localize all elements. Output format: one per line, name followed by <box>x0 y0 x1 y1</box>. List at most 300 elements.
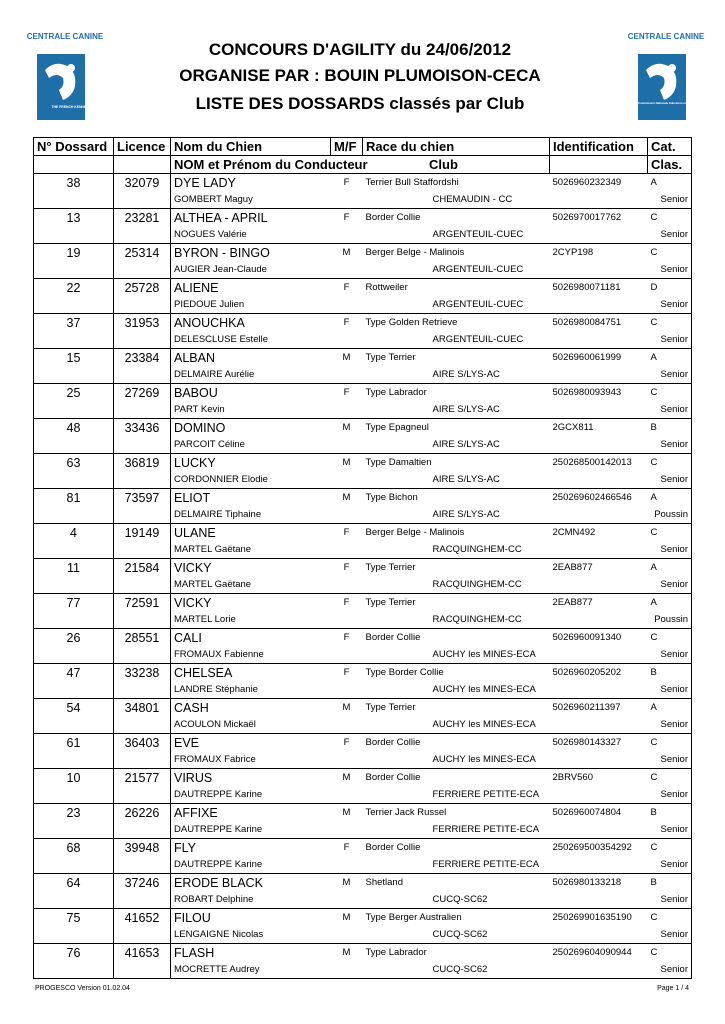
cell-empty <box>34 891 114 909</box>
cell-dossard: 25 <box>34 384 114 402</box>
cell-empty <box>114 436 171 454</box>
cell-conducteur: PIEDOUE Julien <box>174 299 245 310</box>
cell-empty <box>34 226 114 244</box>
cell-identification: 250269500354292 <box>550 839 648 857</box>
cell-licence: 32079 <box>114 174 171 192</box>
cell-empty <box>550 646 648 664</box>
cell-identification: 5026960091340 <box>550 629 648 647</box>
cell-conducteur: DAUTREPPE Karine <box>174 789 263 800</box>
cell-identification: 2EAB877 <box>550 594 648 612</box>
cell-licence: 31953 <box>114 314 171 332</box>
cell-sexe: M <box>331 699 363 717</box>
cell-nom-chien: VICKY <box>171 559 331 577</box>
cell-race: Berger Belge - Malinois <box>363 524 550 542</box>
cell-licence: 28551 <box>114 629 171 647</box>
table-row <box>34 314 692 332</box>
cell-dossard: 10 <box>34 769 114 787</box>
cell-identification: 5026960211397 <box>550 699 648 717</box>
col-header-blank <box>34 156 114 174</box>
cell-licence: 25728 <box>114 279 171 297</box>
cell-empty <box>550 751 648 769</box>
col-header-blank <box>114 156 171 174</box>
cell-empty <box>550 891 648 909</box>
cell-club: ARGENTEUIL-CUEC <box>432 229 524 240</box>
cell-club: AUCHY les MINES-ECA <box>432 719 536 730</box>
cell-empty <box>114 786 171 804</box>
cell-empty <box>550 611 648 629</box>
cell-licence: 37246 <box>114 874 171 892</box>
cell-dossard: 15 <box>34 349 114 367</box>
cell-sexe: F <box>331 734 363 752</box>
cell-sexe: M <box>331 349 363 367</box>
cell-empty <box>114 716 171 734</box>
cell-empty <box>550 961 648 979</box>
cell-race: Border Collie <box>363 769 550 787</box>
table-row-sub <box>34 611 692 629</box>
cell-clas: Senior <box>648 751 692 769</box>
col-header-identification: Identification <box>550 138 648 156</box>
cell-cat: A <box>648 559 692 577</box>
cell-sexe: F <box>331 839 363 857</box>
cell-race: Type Damaltien <box>363 454 550 472</box>
table-row-sub <box>34 821 692 839</box>
cell-empty <box>114 296 171 314</box>
table-row <box>34 839 692 857</box>
cell-identification: 5026960205202 <box>550 664 648 682</box>
cell-nom-chien: ALTHEA - APRIL <box>171 209 331 227</box>
logo-left-caption: THE FRENCH KENNEL CLUB <box>51 105 99 109</box>
cell-club: CUCQ-SC62 <box>432 894 488 905</box>
footer-version: PROGESCO Version 01.02.04 <box>35 985 130 992</box>
cell-dossard: 54 <box>34 699 114 717</box>
cell-nom-chien: BYRON - BINGO <box>171 244 331 262</box>
cell-empty <box>114 646 171 664</box>
cell-dossard: 19 <box>34 244 114 262</box>
cell-nom-chien: DOMINO <box>171 419 331 437</box>
cell-cat: C <box>648 314 692 332</box>
logo-text-top: CENTRALE CANINE <box>26 32 104 41</box>
cell-cat: A <box>648 174 692 192</box>
cell-club: ARGENTEUIL-CUEC <box>432 299 524 310</box>
cell-clas: Poussin <box>648 506 692 524</box>
col-header-clas: Clas. <box>648 156 692 174</box>
cell-dossard: 22 <box>34 279 114 297</box>
cell-sexe: F <box>331 524 363 542</box>
cell-empty <box>550 366 648 384</box>
cell-club: FERRIERE PETITE-ECA <box>432 789 540 800</box>
cell-clas: Senior <box>648 716 692 734</box>
cell-licence: 23281 <box>114 209 171 227</box>
cell-empty <box>114 611 171 629</box>
cell-conducteur: DELESCLUSE Estelle <box>174 334 268 345</box>
cell-race: Type Terrier <box>363 594 550 612</box>
cell-cat: D <box>648 279 692 297</box>
col-header-blank <box>550 156 648 174</box>
cell-clas: Senior <box>648 646 692 664</box>
cell-empty <box>114 191 171 209</box>
cell-dossard: 68 <box>34 839 114 857</box>
cell-sexe: M <box>331 244 363 262</box>
cell-licence: 23384 <box>114 349 171 367</box>
cell-race: Type Terrier <box>363 699 550 717</box>
cell-empty <box>34 331 114 349</box>
cell-dossard: 13 <box>34 209 114 227</box>
cell-nom-chien: LUCKY <box>171 454 331 472</box>
cell-identification: 2CYP198 <box>550 244 648 262</box>
table-row <box>34 349 692 367</box>
cell-licence: 27269 <box>114 384 171 402</box>
cell-clas: Poussin <box>648 611 692 629</box>
cell-empty <box>114 856 171 874</box>
cell-race: Type Labrador <box>363 384 550 402</box>
cell-empty <box>114 751 171 769</box>
cell-club: ARGENTEUIL-CUEC <box>432 264 524 275</box>
cell-sexe: M <box>331 804 363 822</box>
cell-clas: Senior <box>648 961 692 979</box>
cell-club: RACQUINGHEM-CC <box>432 614 522 625</box>
cell-licence: 21584 <box>114 559 171 577</box>
cell-empty <box>550 296 648 314</box>
cell-empty <box>34 856 114 874</box>
centrale-canine-logo-left <box>26 30 104 122</box>
cell-clas: Senior <box>648 576 692 594</box>
cell-cat: C <box>648 454 692 472</box>
cell-dossard: 26 <box>34 629 114 647</box>
cell-nom-chien: ELIOT <box>171 489 331 507</box>
cell-licence: 36819 <box>114 454 171 472</box>
cell-race: Terrier Bull Staffordshi <box>363 174 550 192</box>
cell-empty <box>34 506 114 524</box>
cell-identification: 5026960061999 <box>550 349 648 367</box>
cell-empty <box>550 821 648 839</box>
cell-sexe: F <box>331 629 363 647</box>
cell-cat: C <box>648 629 692 647</box>
table-row-sub <box>34 541 692 559</box>
table-row <box>34 454 692 472</box>
cell-sexe: M <box>331 909 363 927</box>
cell-conducteur: DELMAIRE Tiphaine <box>174 509 262 520</box>
cell-dossard: 81 <box>34 489 114 507</box>
cell-licence: 25314 <box>114 244 171 262</box>
cell-dossard: 23 <box>34 804 114 822</box>
table-row-sub <box>34 576 692 594</box>
cell-dossard: 11 <box>34 559 114 577</box>
cell-empty <box>34 576 114 594</box>
cell-clas: Senior <box>648 191 692 209</box>
cell-empty <box>114 471 171 489</box>
cell-dossard: 63 <box>34 454 114 472</box>
cell-empty <box>34 191 114 209</box>
cell-cat: C <box>648 769 692 787</box>
cell-identification: 250269901635190 <box>550 909 648 927</box>
cell-empty <box>114 541 171 559</box>
cell-conducteur: PART Kevin <box>174 404 225 415</box>
cell-empty <box>550 401 648 419</box>
cell-race: Border Collie <box>363 209 550 227</box>
cell-sexe: F <box>331 594 363 612</box>
col-header-club: Club <box>429 157 458 172</box>
table-row <box>34 244 692 262</box>
table-row-sub <box>34 226 692 244</box>
cell-licence: 33238 <box>114 664 171 682</box>
cell-empty <box>34 926 114 944</box>
cell-cat: A <box>648 349 692 367</box>
cell-empty <box>550 681 648 699</box>
cell-empty <box>114 961 171 979</box>
cell-club: ARGENTEUIL-CUEC <box>432 334 524 345</box>
cell-identification: 250268500142013 <box>550 454 648 472</box>
table-row-sub <box>34 471 692 489</box>
col-header-sexe: M/F <box>331 138 363 156</box>
table-row-sub <box>34 751 692 769</box>
cell-empty <box>550 926 648 944</box>
cell-race: Type Labrador <box>363 944 550 962</box>
cell-race: Shetland <box>363 874 550 892</box>
cell-empty <box>114 891 171 909</box>
cell-empty <box>114 926 171 944</box>
cell-conducteur: NOGUES Valérie <box>174 229 247 240</box>
cell-club: CUCQ-SC62 <box>432 929 488 940</box>
cell-race: Rottweiler <box>363 279 550 297</box>
cell-empty <box>550 786 648 804</box>
table-row <box>34 804 692 822</box>
table-row <box>34 874 692 892</box>
table-row <box>34 559 692 577</box>
col-header-race: Race du chien <box>363 138 550 156</box>
cell-sexe: M <box>331 944 363 962</box>
cell-conducteur: LANDRE Stéphanie <box>174 684 258 695</box>
cell-club: AIRE S/LYS-AC <box>432 509 500 520</box>
cell-sexe: M <box>331 489 363 507</box>
cell-nom-chien: BABOU <box>171 384 331 402</box>
cell-conducteur: FROMAUX Fabrice <box>174 754 256 765</box>
cell-empty <box>34 646 114 664</box>
cell-identification: 2EAB877 <box>550 559 648 577</box>
cell-licence: 26226 <box>114 804 171 822</box>
cell-sexe: F <box>331 664 363 682</box>
cell-empty <box>34 716 114 734</box>
cell-dossard: 37 <box>34 314 114 332</box>
table-row-sub <box>34 646 692 664</box>
cell-empty <box>114 331 171 349</box>
col-header-dossard: N° Dossard <box>34 138 114 156</box>
table-row-sub <box>34 191 692 209</box>
table-row <box>34 734 692 752</box>
cell-nom-chien: FLASH <box>171 944 331 962</box>
cell-sexe: M <box>331 874 363 892</box>
dossards-table <box>33 137 692 979</box>
cell-cat: C <box>648 944 692 962</box>
table-row <box>34 699 692 717</box>
cell-dossard: 4 <box>34 524 114 542</box>
col-header-conducteur-club <box>171 156 550 174</box>
cell-conducteur: LENGAIGNE Nicolas <box>174 929 264 940</box>
table-row <box>34 524 692 542</box>
cell-identification: 5026960074804 <box>550 804 648 822</box>
cell-race: Type Bichon <box>363 489 550 507</box>
cell-empty <box>550 576 648 594</box>
cell-empty <box>34 436 114 454</box>
cell-licence: 19149 <box>114 524 171 542</box>
cell-identification: 250269602466546 <box>550 489 648 507</box>
cell-dossard: 75 <box>34 909 114 927</box>
cell-identification: 5026980084751 <box>550 314 648 332</box>
cell-dossard: 47 <box>34 664 114 682</box>
cell-clas: Senior <box>648 261 692 279</box>
cell-cat: C <box>648 734 692 752</box>
cell-dossard: 48 <box>34 419 114 437</box>
cell-club: AIRE S/LYS-AC <box>432 369 500 380</box>
cell-clas: Senior <box>648 786 692 804</box>
table-row <box>34 769 692 787</box>
cell-cat: C <box>648 524 692 542</box>
cell-empty <box>550 191 648 209</box>
cell-empty <box>114 821 171 839</box>
cell-club: CHEMAUDIN - CC <box>432 194 513 205</box>
cell-licence: 33436 <box>114 419 171 437</box>
cell-cat: B <box>648 804 692 822</box>
table-row <box>34 384 692 402</box>
cell-empty <box>34 296 114 314</box>
cell-conducteur: PARCOIT Céline <box>174 439 245 450</box>
cell-race: Border Collie <box>363 734 550 752</box>
cell-clas: Senior <box>648 926 692 944</box>
cell-identification: 5026980071181 <box>550 279 648 297</box>
cell-sexe: F <box>331 209 363 227</box>
organizer-title: ORGANISE PAR : BOUIN PLUMOISON-CECA <box>179 66 541 85</box>
cell-club: AUCHY les MINES-ECA <box>432 649 536 660</box>
col-header-nom-chien: Nom du Chien <box>171 138 331 156</box>
cell-empty <box>550 506 648 524</box>
cell-cat: A <box>648 699 692 717</box>
cell-nom-chien: FILOU <box>171 909 331 927</box>
cell-nom-chien: ALIENE <box>171 279 331 297</box>
table-row <box>34 209 692 227</box>
cell-empty <box>34 961 114 979</box>
cell-identification: 2GCX811 <box>550 419 648 437</box>
cell-empty <box>34 366 114 384</box>
cell-conducteur: FROMAUX Fabienne <box>174 649 264 660</box>
cell-empty <box>550 856 648 874</box>
cell-cat: C <box>648 839 692 857</box>
cell-clas: Senior <box>648 681 692 699</box>
table-row-sub <box>34 786 692 804</box>
cell-clas: Senior <box>648 541 692 559</box>
table-row <box>34 419 692 437</box>
cell-club: FERRIERE PETITE-ECA <box>432 859 540 870</box>
cell-nom-chien: EVE <box>171 734 331 752</box>
table-row-sub <box>34 856 692 874</box>
cell-empty <box>114 506 171 524</box>
cell-cat: C <box>648 209 692 227</box>
cell-clas: Senior <box>648 226 692 244</box>
cell-clas: Senior <box>648 821 692 839</box>
table-row-sub <box>34 436 692 454</box>
cell-licence: 36403 <box>114 734 171 752</box>
cell-cat: C <box>648 244 692 262</box>
cell-empty <box>34 821 114 839</box>
cell-dossard: 61 <box>34 734 114 752</box>
cell-dossard: 76 <box>34 944 114 962</box>
cell-dossard: 77 <box>34 594 114 612</box>
cell-licence: 41652 <box>114 909 171 927</box>
table-row-sub <box>34 891 692 909</box>
table-row-sub <box>34 926 692 944</box>
col-header-licence: Licence <box>114 138 171 156</box>
cell-sexe: M <box>331 454 363 472</box>
cell-club: AUCHY les MINES-ECA <box>432 684 536 695</box>
cell-empty <box>114 226 171 244</box>
cell-identification: 2BRV560 <box>550 769 648 787</box>
cell-empty <box>550 226 648 244</box>
cell-race: Type Epagneul <box>363 419 550 437</box>
cell-club: AIRE S/LYS-AC <box>432 474 500 485</box>
cell-club: RACQUINGHEM-CC <box>432 579 522 590</box>
cell-clas: Senior <box>648 436 692 454</box>
cell-clas: Senior <box>648 296 692 314</box>
cell-club: AUCHY les MINES-ECA <box>432 754 536 765</box>
cell-identification: 5026960232349 <box>550 174 648 192</box>
cell-identification: 5026980143327 <box>550 734 648 752</box>
cell-club: AIRE S/LYS-AC <box>432 439 500 450</box>
cell-empty <box>34 611 114 629</box>
cell-race: Border Collie <box>363 629 550 647</box>
table-row <box>34 174 692 192</box>
cell-licence: 34801 <box>114 699 171 717</box>
cell-empty <box>550 436 648 454</box>
centrale-canine-logo-right <box>627 30 714 122</box>
cell-nom-chien: CASH <box>171 699 331 717</box>
cell-sexe: F <box>331 559 363 577</box>
cell-conducteur: ACOULON Mickaël <box>174 719 256 730</box>
table-row-sub <box>34 961 692 979</box>
cell-empty <box>114 576 171 594</box>
cell-clas: Senior <box>648 331 692 349</box>
table-row <box>34 664 692 682</box>
cell-conducteur: ROBART Delphine <box>174 894 254 905</box>
col-header-cat: Cat. <box>648 138 692 156</box>
cell-race: Type Berger Australien <box>363 909 550 927</box>
cell-nom-chien: DYE LADY <box>171 174 331 192</box>
cell-licence: 73597 <box>114 489 171 507</box>
cell-cat: C <box>648 384 692 402</box>
cell-identification: 5026980133218 <box>550 874 648 892</box>
cell-sexe: F <box>331 279 363 297</box>
cell-conducteur: MARTEL Gaëtane <box>174 544 252 555</box>
cell-licence: 41653 <box>114 944 171 962</box>
cell-empty <box>550 716 648 734</box>
cell-race: Type Border Collie <box>363 664 550 682</box>
table-row <box>34 944 692 962</box>
table-row-sub <box>34 681 692 699</box>
cell-empty <box>34 751 114 769</box>
cell-empty <box>114 261 171 279</box>
cell-nom-chien: CHELSEA <box>171 664 331 682</box>
cell-club: RACQUINGHEM-CC <box>432 544 522 555</box>
cell-clas: Senior <box>648 891 692 909</box>
cell-identification: 250269604090944 <box>550 944 648 962</box>
cell-sexe: F <box>331 314 363 332</box>
cell-race: Border Collie <box>363 839 550 857</box>
cell-race: Type Terrier <box>363 559 550 577</box>
table-row <box>34 629 692 647</box>
cell-licence: 21577 <box>114 769 171 787</box>
table-row-sub <box>34 331 692 349</box>
cell-clas: Senior <box>648 401 692 419</box>
cell-clas: Senior <box>648 471 692 489</box>
cell-empty <box>114 401 171 419</box>
table-row-sub <box>34 261 692 279</box>
